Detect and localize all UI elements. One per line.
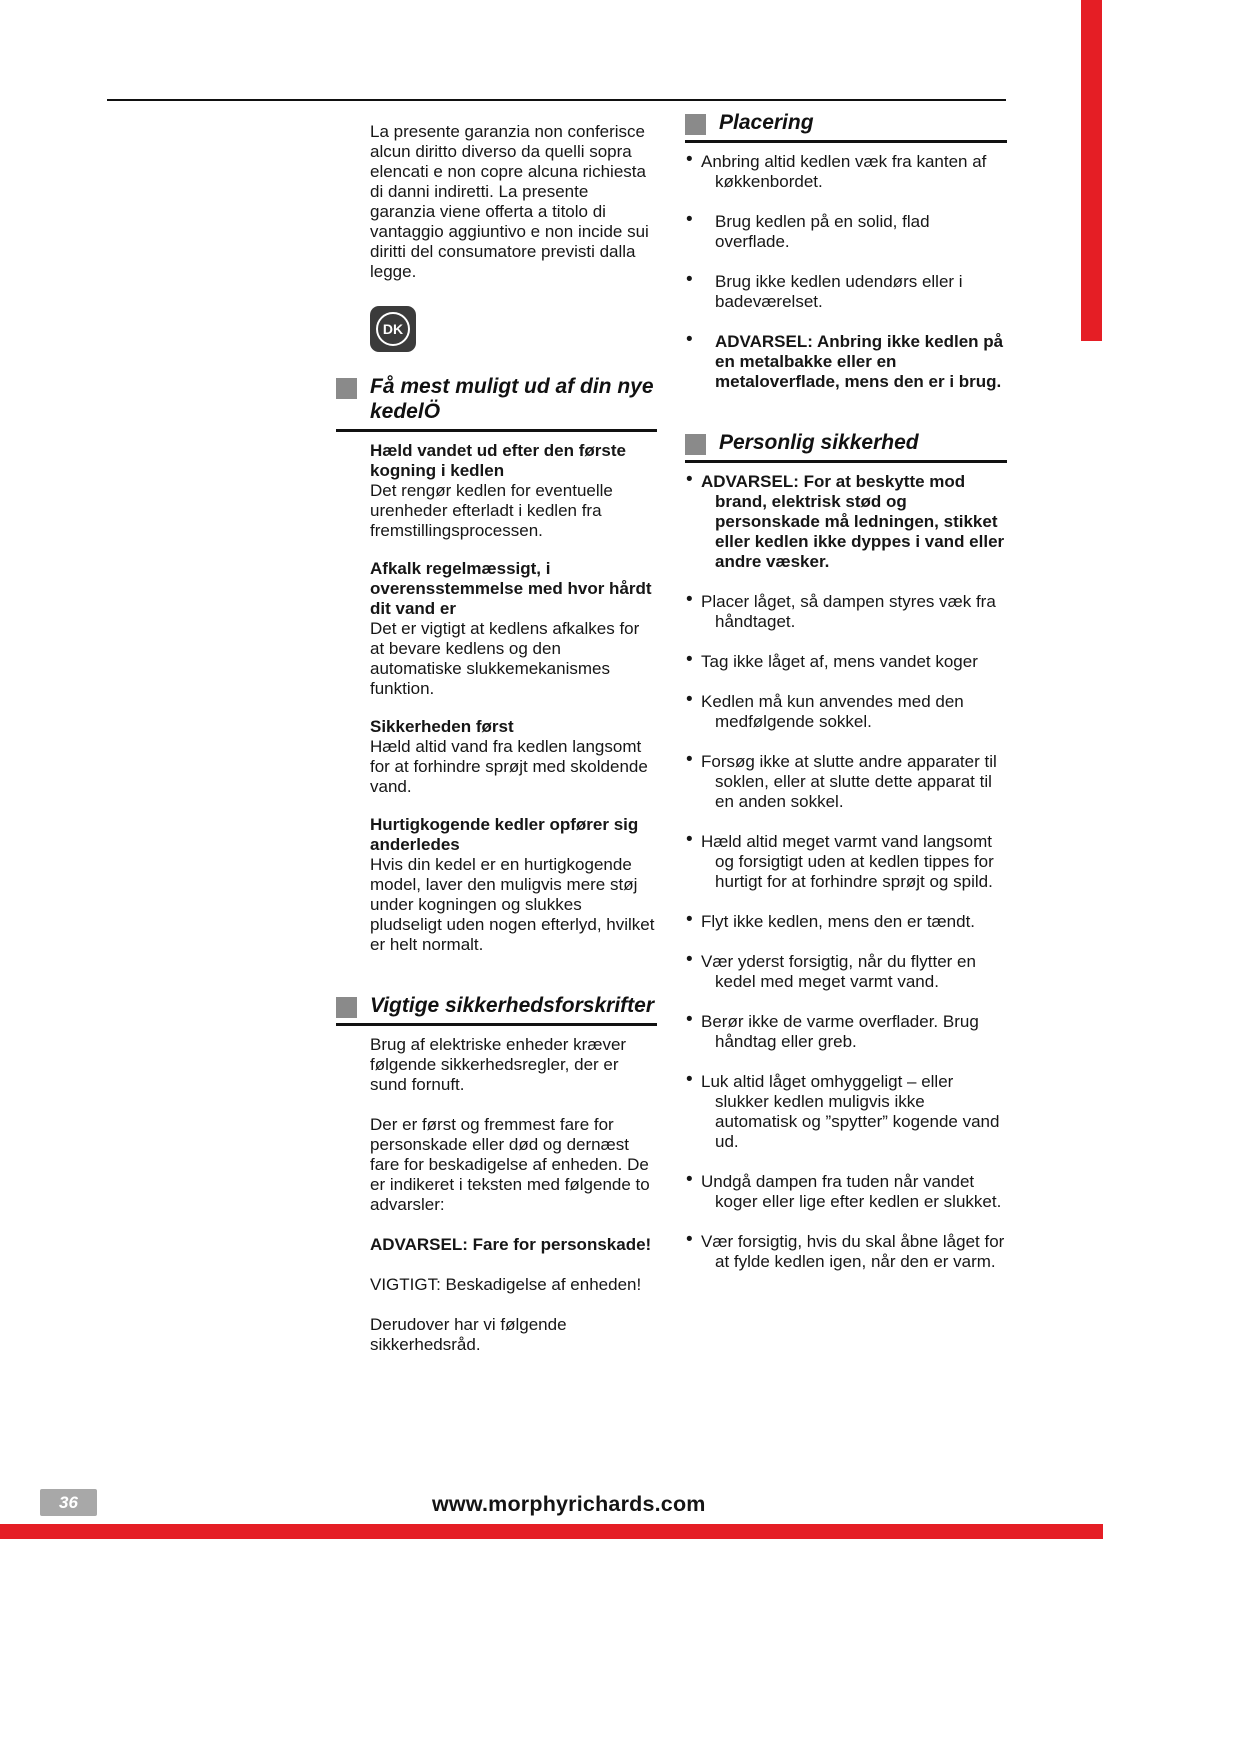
tip-block [370,441,657,541]
warranty-text: La presente garanzia non conferisce alcun diritto diverso da quelli sopra elencati e non copre alcuna richiesta di danni indiretti. La presente garanzia viene offerta a titolo di vantaggio aggiuntivo e non incide sui diritti del consumatore previsti dalla legge. [370,122,649,281]
section-marker-icon [685,114,706,135]
list-item [685,949,1007,992]
section-title: Placering [719,111,814,134]
bullet-text: Undgå dampen fra tuden når vandet koger eller lige efter kedlen er slukket. [701,1172,1002,1211]
bullet-icon: • [686,1169,693,1190]
list-item [685,269,1007,312]
list-item [685,1229,1007,1272]
red-accent-bar-right [1081,0,1102,341]
tip-block [370,815,657,955]
bullet-text: Luk altid låget omhyggeligt – eller slukker kedlen muligvis ikke automatisk og ”spytter” kogende vand ud. [701,1072,1000,1151]
bullet-icon: • [686,269,693,290]
tip-title: Hæld vandet ud efter den første kogning i kedlen [370,441,626,480]
bullet-icon: • [686,909,693,930]
list-item [685,749,1007,812]
bullet-icon: • [686,329,693,350]
list-item [685,829,1007,892]
tip-block [370,559,657,699]
list-item [685,209,1007,252]
bullet-icon: • [686,749,693,770]
bullet-text: Placer låget, så dampen styres væk fra håndtaget. [701,592,996,631]
list-item [685,589,1007,632]
list-item [685,689,1007,732]
bullet-text: Tag ikke låget af, mens vandet koger [701,652,978,671]
safety-paragraph: Brug af elektriske enheder kræver følgende sikkerhedsregler, der er sund fornuft. [370,1035,627,1094]
bullet-icon: • [686,1069,693,1090]
bullet-text: Hæld altid meget varmt vand langsomt og forsigtigt uden at kedlen tippes for hurtigt for at forhindre sprøjt og spild. [701,832,994,891]
tip-title: Afkalk regelmæssigt, i overensstemmelse med hvor hårdt dit vand er [370,559,652,618]
bullet-icon: • [686,469,693,490]
safety-paragraph: Der er først og fremmest fare for personskade eller død og dernæst fare for beskadigelse af enheden. De er indikeret i teksten med følgende to advarsler: [370,1115,650,1214]
section-title: Personlig sikkerhed [719,431,919,454]
safety-paragraph: Derudover har vi følgende sikkerhedsråd. [370,1315,567,1354]
list-item [685,1069,1007,1152]
section-title: Få mest muligt ud af din nye kedelÖ [370,375,654,423]
tip-body: Det er vigtigt at kedlens afkalkes for at bevare kedlens og den automatiske slukkemekanismes funktion. [370,619,640,698]
page-number-badge: 36 [40,1489,97,1516]
list-item [685,469,1007,572]
left-column [336,122,657,1375]
bullet-text: Brug ikke kedlen udendørs eller i badeværelset. [715,272,963,311]
bullet-icon: • [686,689,693,710]
tip-title: Hurtigkogende kedler opfører sig anderledes [370,815,639,854]
bullet-icon: • [686,1009,693,1030]
dk-language-icon: DK [376,312,410,346]
bullet-icon: • [686,949,693,970]
red-accent-bar-bottom [0,1524,1103,1539]
section-heading-personal-safety [685,430,1007,463]
bullet-text: Forsøg ikke at slutte andre apparater til soklen, eller at slutte dette apparat til en anden sokkel. [701,752,997,811]
website-url: www.morphyrichards.com [432,1492,706,1516]
section-heading-getting-started [336,374,657,432]
list-item [685,329,1007,392]
bullet-text: Berør ikke de varme overflader. Brug håndtag eller greb. [701,1012,979,1051]
bullet-text: Vær yderst forsigtig, når du flytter en kedel med meget varmt vand. [701,952,976,991]
section-heading-safety-instructions [336,993,657,1026]
bullet-text: Kedlen må kun anvendes med den medfølgende sokkel. [701,692,964,731]
list-item [685,1009,1007,1052]
tip-block [370,717,657,797]
tip-body: Det rengør kedlen for eventuelle urenheder efterladt i kedlen fra fremstillingsprocessen. [370,481,613,540]
dk-language-badge [370,306,416,352]
list-item [685,1169,1007,1212]
right-column [685,110,1007,1292]
bullet-warning-text: ADVARSEL: Anbring ikke kedlen på en metalbakke eller en metaloverflade, mens den er i brug. [715,332,1004,391]
bullet-icon: • [686,829,693,850]
bullet-icon: • [686,1229,693,1250]
bullet-text: Anbring altid kedlen væk fra kanten af køkkenbordet. [701,152,987,191]
bullet-text: Vær forsigtig, hvis du skal åbne låget for at fylde kedlen igen, når den er varm. [701,1232,1005,1271]
bullet-icon: • [686,209,693,230]
section-marker-icon [685,434,706,455]
bullet-icon: • [686,649,693,670]
safety-warning-paragraph: ADVARSEL: Fare for personskade! [370,1235,652,1254]
list-item [685,909,1007,932]
list-item [685,649,1007,672]
bullet-warning-text: ADVARSEL: For at beskytte mod brand, elektrisk stød og personskade må ledningen, stikket eller kedlen ikke dyppes i vand eller andre væsker. [701,472,1005,571]
section-marker-icon [336,997,357,1018]
bullet-icon: • [686,149,693,170]
tip-title: Sikkerheden først [370,717,514,736]
section-title: Vigtige sikkerhedsforskrifter [370,994,654,1017]
section-heading-placement [685,110,1007,143]
safety-paragraph: VIGTIGT: Beskadigelse af enheden! [370,1275,642,1294]
section-marker-icon [336,378,357,399]
list-item [685,149,1007,192]
bullet-text: Brug kedlen på en solid, flad overflade. [715,212,930,251]
top-divider [107,99,1006,101]
bullet-text: Flyt ikke kedlen, mens den er tændt. [701,912,976,931]
tip-body: Hæld altid vand fra kedlen langsomt for at forhindre sprøjt med skoldende vand. [370,737,648,796]
tip-body: Hvis din kedel er en hurtigkogende model, laver den muligvis mere støj under kogningen og slukkes pludseligt uden nogen efterlyd, hvilket er helt normalt. [370,855,655,954]
bullet-icon: • [686,589,693,610]
